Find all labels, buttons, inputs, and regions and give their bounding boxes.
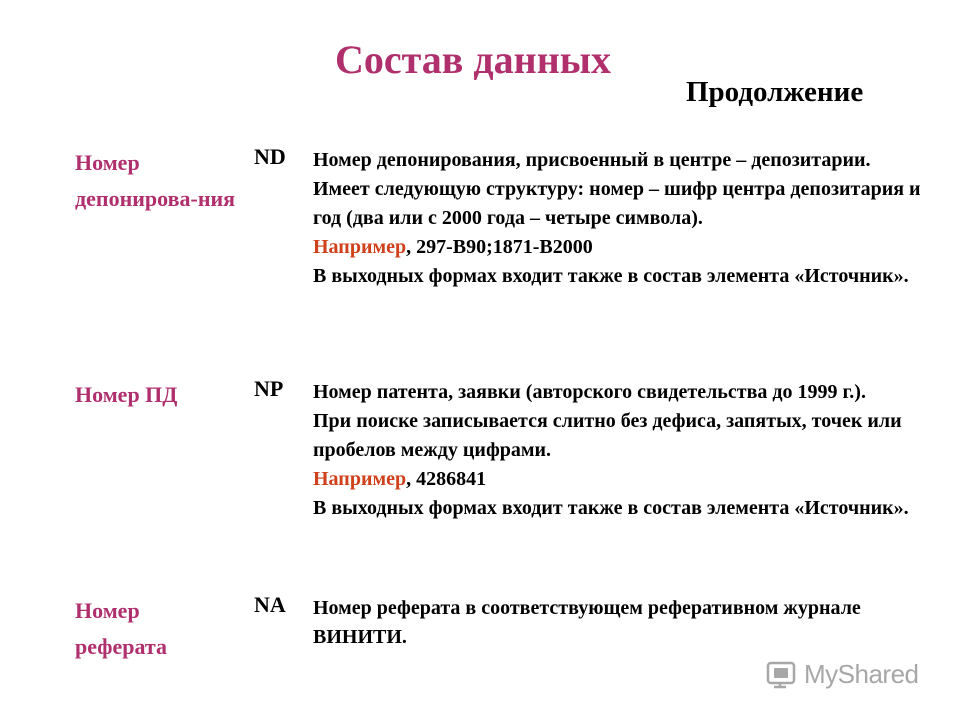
example-label: Например [313, 236, 407, 258]
field-desc-np [313, 378, 923, 523]
example-label: Например [313, 468, 407, 490]
myshared-watermark [766, 656, 926, 692]
field-desc-na [313, 594, 923, 652]
field-example [313, 233, 923, 262]
example-value: , 297-В90;1871-В2000 [406, 236, 593, 258]
myshared-logo-icon [766, 659, 800, 689]
field-name-label: Номер депонирова-ния [75, 150, 236, 211]
example-value: , 4286841 [406, 468, 487, 490]
field-code-na: NA [254, 592, 286, 617]
field-desc-nd [313, 146, 923, 291]
watermark-text: MyShared [804, 658, 919, 689]
field-name-nd [75, 145, 245, 217]
field-desc-text: Номер депонирования, присвоенный в центре – депозитарии. Имеет следующую структуру: номер – шифр центра депозитария и год (два или с 2000 года – четыре символа). [313, 149, 921, 229]
field-example [313, 465, 923, 494]
field-note: В выходных формах входит также в состав элемента «Источник». [313, 497, 909, 519]
field-note: В выходных формах входит также в состав элемента «Источник». [313, 265, 909, 287]
field-desc-text-2: При поиске записывается слитно без дефиса, запятых, точек или пробелов между цифрами. [313, 410, 902, 461]
slide-subtitle: Продолжение [686, 76, 864, 108]
field-desc-text: Номер реферата в соответствующем реферативном журнале ВИНИТИ. [313, 597, 861, 648]
field-desc-text: Номер патента, заявки (авторского свидетельства до 1999 г.). [313, 381, 866, 403]
field-code-nd: ND [254, 144, 286, 169]
slide-title: Состав данных [335, 37, 611, 82]
field-name-na: Номер реферата [75, 598, 167, 659]
field-name-np: Номер ПД [75, 382, 178, 407]
field-code-np: NP [254, 376, 284, 401]
